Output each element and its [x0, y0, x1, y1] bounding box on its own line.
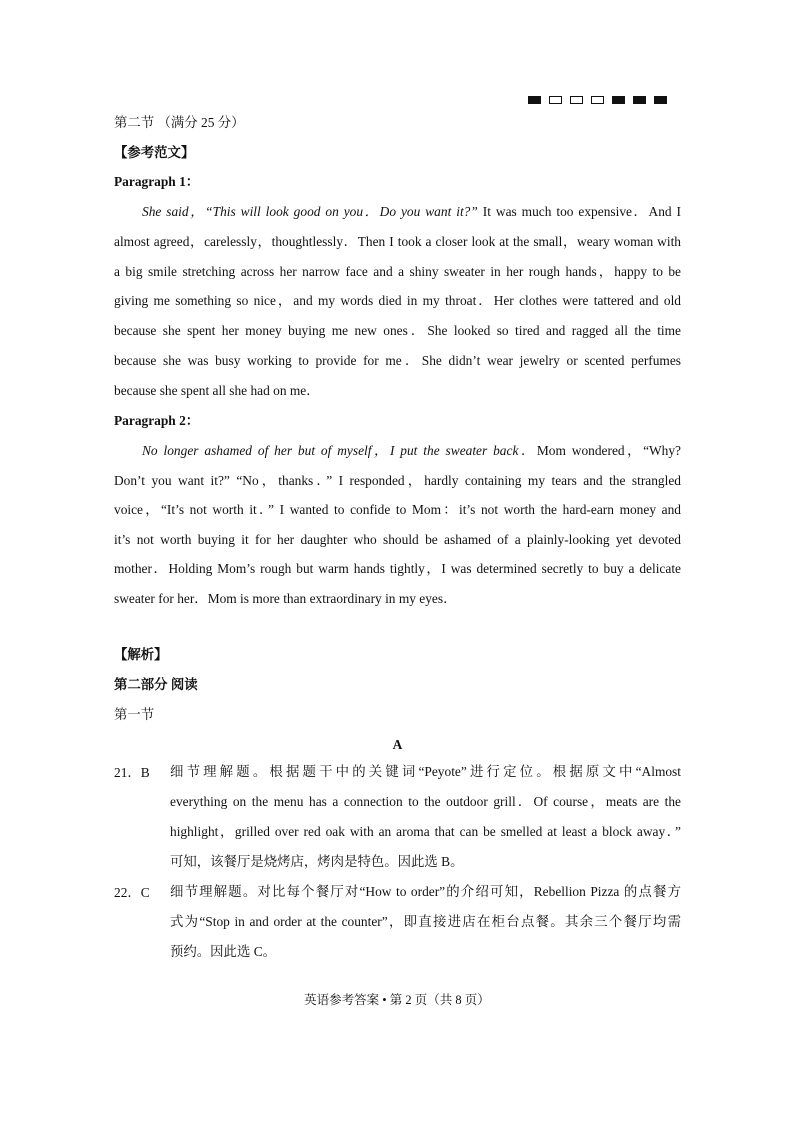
answer-line: 细节理解题。根据题干中的关键词“Peyote”进行定位。根据原文中“Almost: [170, 764, 681, 779]
header-mark: [633, 96, 646, 104]
section-title: 第二节 （满分 25 分）: [114, 115, 245, 130]
header-mark: [612, 96, 625, 104]
paragraph1-line: because she was busy working to provide for me．She didn’t wear jewelry or scented perfumes: [114, 353, 681, 368]
answer-line: 式为“Stop in and order at the counter”，即直接进店在柜台点餐。其余三个餐厅均需: [170, 914, 681, 929]
analysis-section: 第一节: [114, 707, 155, 722]
answer-line: everything on the menu has a connection to the outdoor grill．Of course，meats are the: [170, 794, 681, 809]
paragraph2-line: it’s not worth buying it for her daughter who should be ashamed of a plainly-looking yet devoted: [114, 532, 681, 547]
paragraph1-lead-rest: It was much too expensive．And I: [477, 204, 682, 219]
paragraph2-line: Don’t you want it?” “No，thanks．” I responded，hardly containing my tears and the strangled: [114, 473, 681, 488]
paragraph1-line: because she spent her money buying me new ones．She looked so tired and ragged all the time: [114, 323, 681, 338]
paragraph2-lead-rest: ．Mom wondered，“Why?: [518, 443, 681, 458]
answer-number: 22．C: [114, 885, 150, 900]
answer-line: 可知，该餐厅是烧烤店，烤肉是特色。因此选 B。: [170, 854, 464, 869]
page-footer: 英语参考答案 • 第 2 页（共 8 页）: [304, 993, 490, 1007]
paragraph1-line: a big smile stretching across her narrow face and a shiny sweater in her rough hands，happy to be: [114, 264, 681, 279]
paragraph2-line: sweater for her．Mom is more than extraordinary in my eyes．: [114, 591, 457, 606]
answer-line: 细节理解题。对比每个餐厅对“How to order”的介绍可知，Rebellion Pizza 的点餐方: [170, 884, 681, 899]
paragraph2-line: voice，“It’s not worth it．” I wanted to confide to Mom：it’s not worth the hard-earn money and: [114, 502, 681, 517]
header-mark: [654, 96, 667, 104]
paragraph1-line: [114, 202, 681, 222]
answer-line: 预约。因此选 C。: [170, 944, 277, 959]
analysis-part: 第二部分 阅读: [114, 677, 198, 692]
reference-label: 【参考范文】: [114, 145, 195, 160]
header-mark: [528, 96, 541, 104]
header-mark: [570, 96, 583, 104]
paragraph1-lead: She said，“This will look good on you．Do you want it?”: [142, 204, 478, 219]
answer-line: highlight，grilled over red oak with an aroma that can be smelled at least a block away．”: [170, 824, 681, 839]
paragraph2-line: [114, 441, 681, 461]
answer-number: 21．B: [114, 765, 150, 780]
paragraph2-lead: No longer ashamed of her but of myself，I put the sweater back: [142, 443, 519, 458]
paragraph2-line: mother．Holding Mom’s rough but warm hands tightly，I was determined secretly to buy a delicate: [114, 561, 681, 576]
paragraph2-heading: Paragraph 2：: [114, 413, 200, 428]
paragraph1-heading: Paragraph 1：: [114, 174, 200, 189]
analysis-label: 【解析】: [114, 647, 168, 662]
header-mark: [591, 96, 604, 104]
header-mark: [549, 96, 562, 104]
paragraph1-line: because she spent all she had on me．: [114, 383, 320, 398]
header-marks: [528, 96, 667, 104]
paragraph1-line: giving me something so nice，and my words died in my throat．Her clothes were tattered and old: [114, 293, 681, 308]
passage-label: A: [392, 737, 403, 752]
paragraph1-line: almost agreed，carelessly，thoughtlessly．Then I took a closer look at the small，weary woman with: [114, 234, 681, 249]
